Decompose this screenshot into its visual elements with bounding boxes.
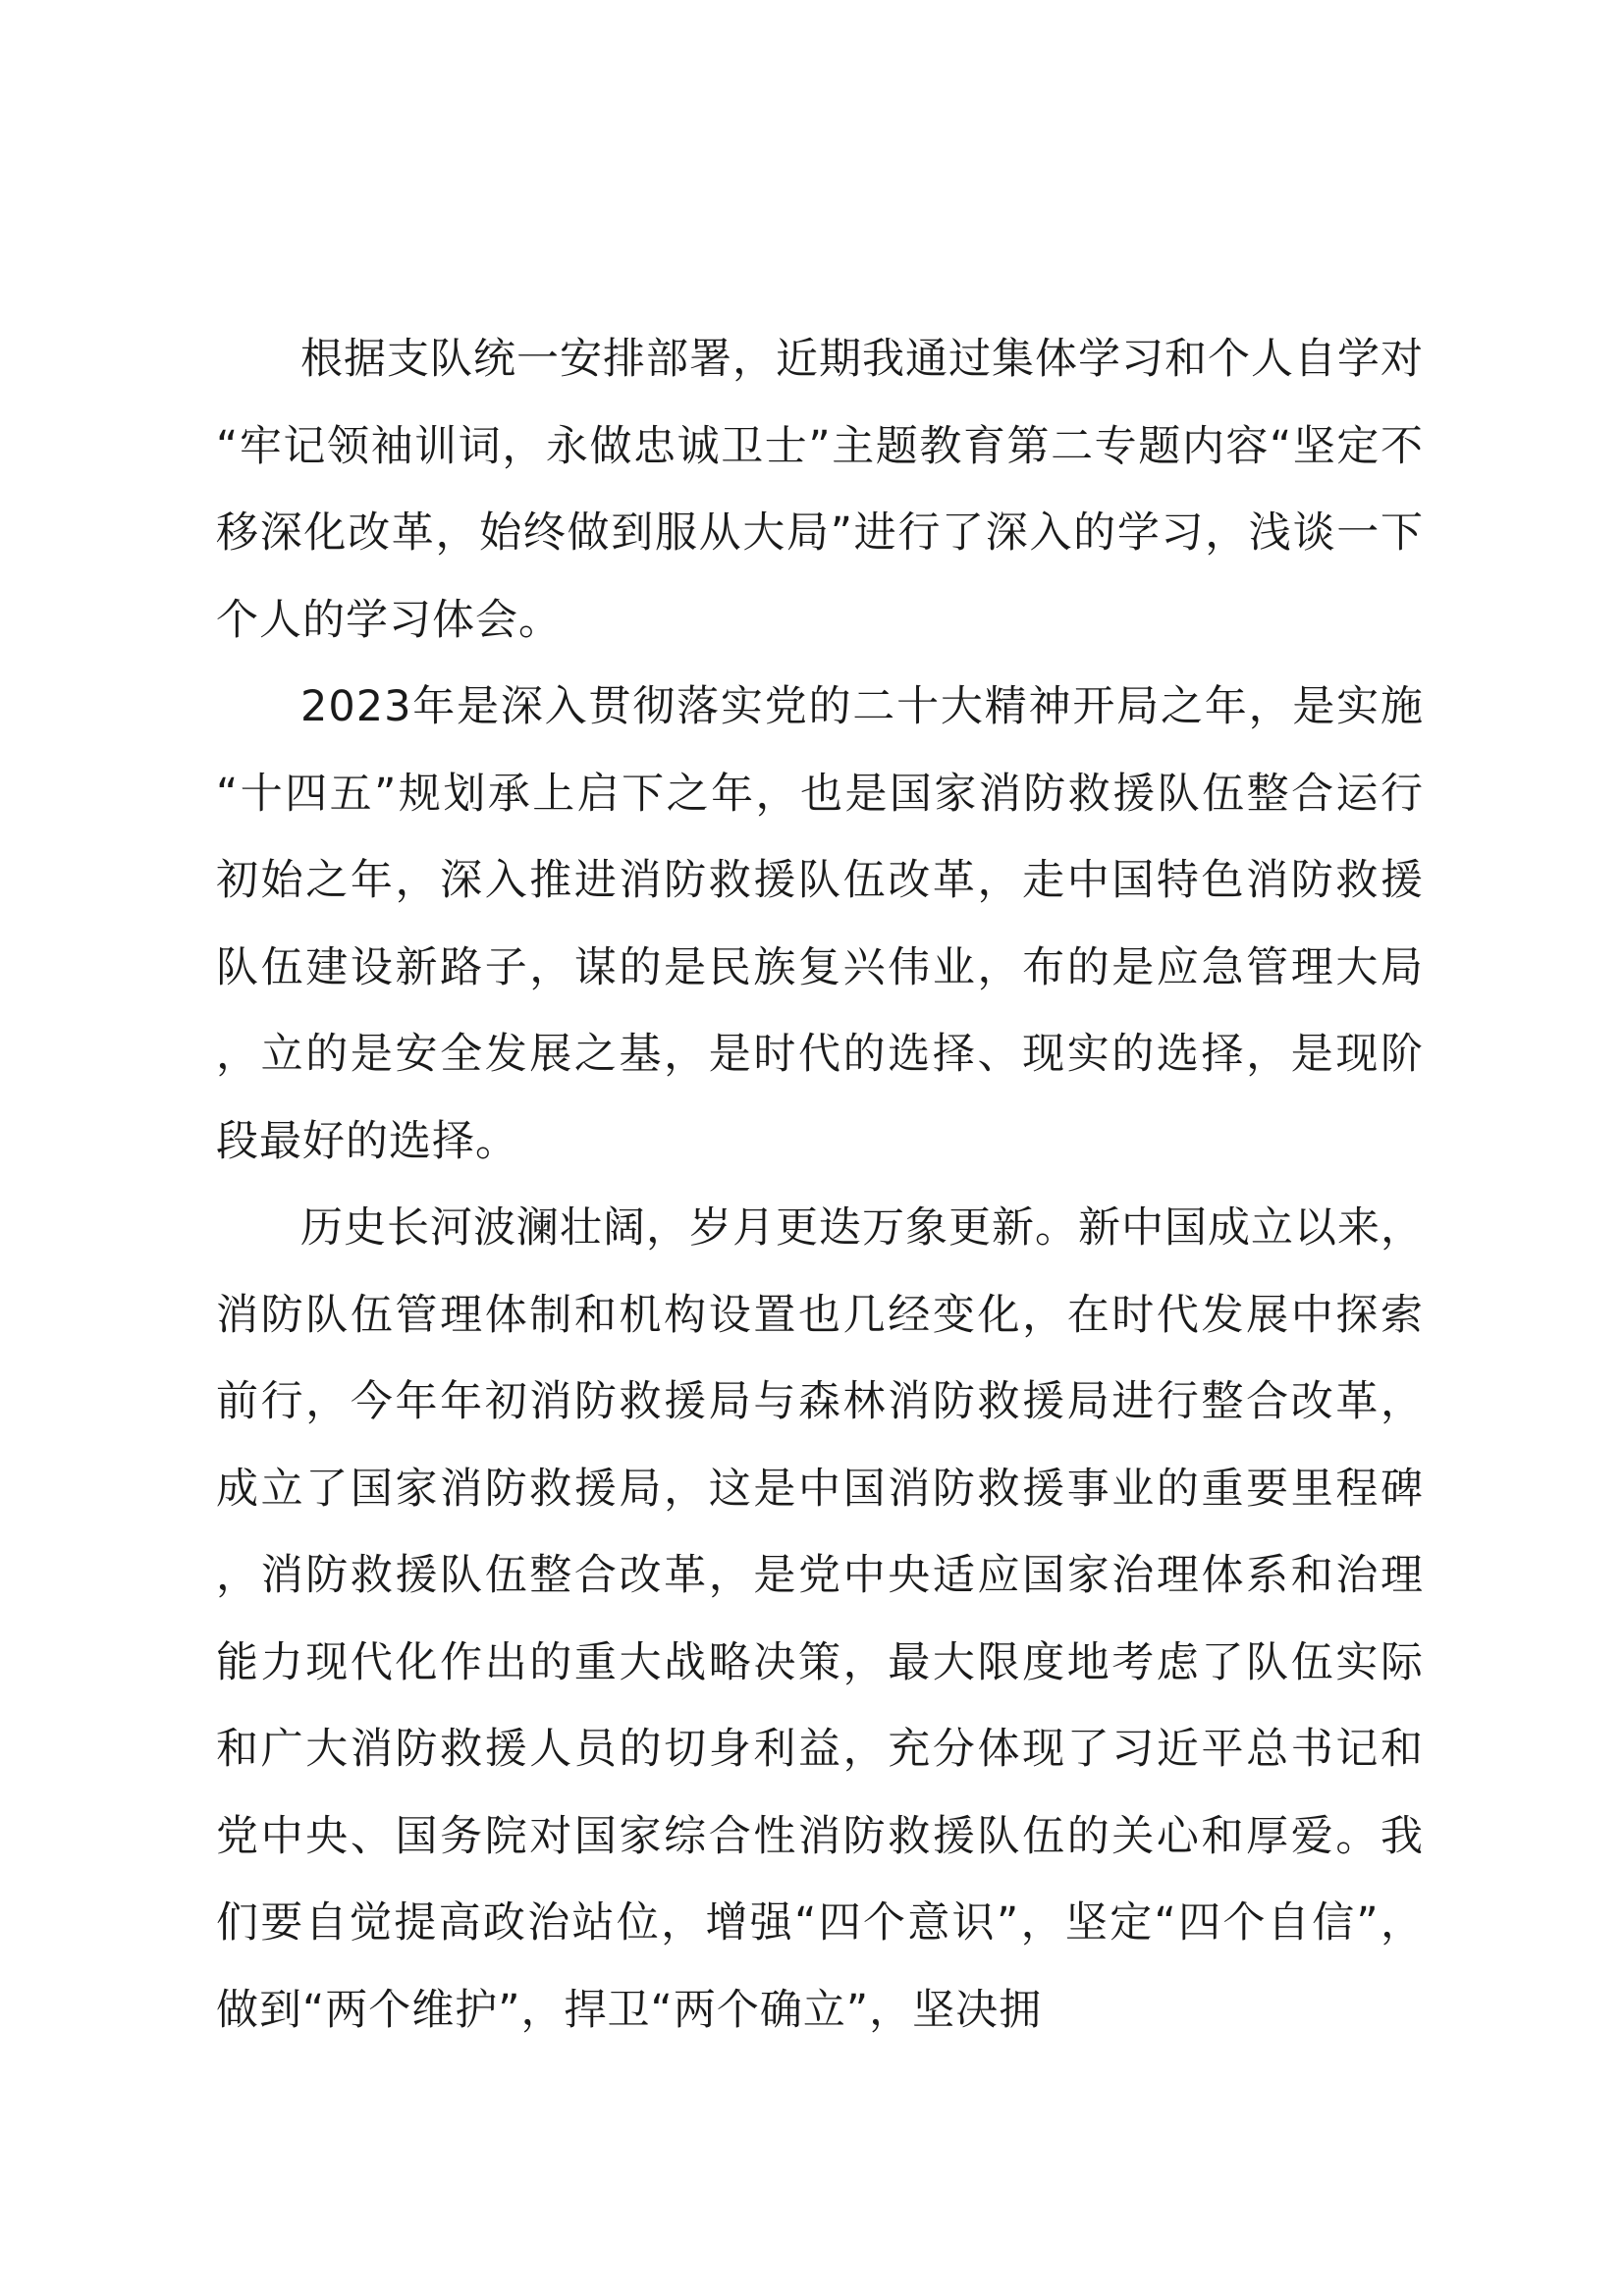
paragraph-2023: 2023年是深入贯彻落实党的二十大精神开局之年，是实施“十四五”规划承上启下之年，也是国家消防救援队伍整合运行初始之年，深入推进消防救援队伍改革，走中国特色消防救援队伍建设新路子，谋的是民族复兴伟业，布的是应急管理大局，立的是安全发展之基，是时代的选择、现实的选择，是现阶段最好的选择。 — [216, 682, 1424, 1166]
paragraph-history: 历史长河波澜壮阔，岁月更迭万象更新。新中国成立以来，消防队伍管理体制和机构设置也几经变化，在时代发展中探索前行，今年年初消防救援局与森林消防救援局进行整合改革，成立了国家消防救援局，这是中国消防救援事业的重要里程碑，消防救援队伍整合改革，是党中央适应国家治理体系和治理能力现代化作出的重大战略决策，最大限度地考虑了队伍实际和广大消防救援人员的切身利益，充分体现了习近平总书记和党中央、国务院对国家综合性消防救援队伍的关心和厚爱。我们要自觉提高政治站位，增强“四个意识”，坚定“四个自信”，做到“两个维护”，捍卫“两个确立”，坚决拥 — [216, 1203, 1424, 2035]
document-body — [216, 316, 1424, 2054]
paragraph-intro: 根据支队统一安排部署，近期我通过集体学习和个人自学对“牢记领袖训词，永做忠诚卫士”主题教育第二专题内容“坚定不移深化改革，始终做到服从大局”进行了深入的学习，浅谈一下个人的学习体会。 — [216, 335, 1424, 645]
